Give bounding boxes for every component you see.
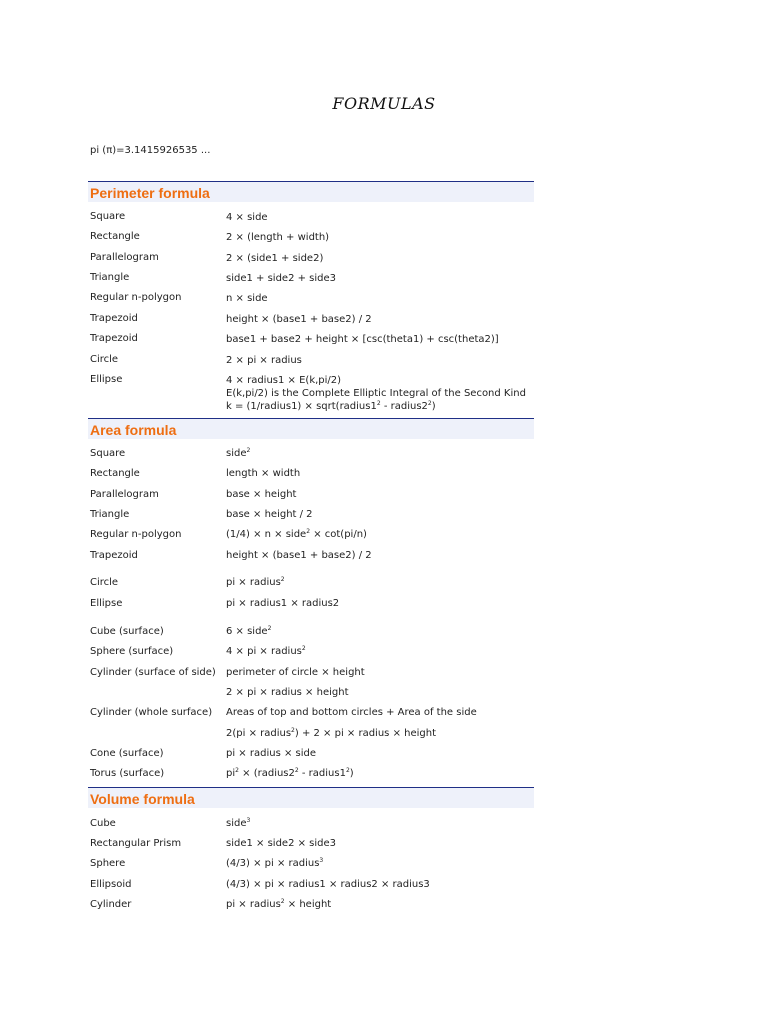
volume-section bbox=[88, 787, 534, 808]
area-section bbox=[88, 418, 534, 439]
shape-name: Ellipse bbox=[90, 374, 123, 385]
shape-name: Circle bbox=[90, 354, 119, 365]
volume-heading: Volume formula bbox=[88, 787, 534, 808]
formula: 4 × pi × radius$^2$ bbox=[226, 645, 306, 657]
formula: (1/4) × n × side$^2$ × cot(pi/n) bbox=[226, 528, 367, 540]
perimeter-heading: Perimeter formula bbox=[88, 181, 534, 202]
formula: 4 × radius1 × E(k,pi/2) bbox=[226, 375, 342, 386]
formula: (4/3) × pi × radius$^3$ bbox=[226, 857, 324, 869]
formula-note: E(k,pi/2) is the Complete Elliptic Integral of the Second Kind bbox=[226, 388, 526, 399]
shape-name: Square bbox=[90, 448, 126, 459]
shape-name: Rectangular Prism bbox=[90, 838, 182, 849]
formula: 2 × (side1 + side2) bbox=[226, 253, 324, 264]
shape-name: Ellipsoid bbox=[90, 879, 132, 890]
area-heading: Area formula bbox=[88, 418, 534, 439]
formula: (4/3) × pi × radius1 × radius2 × radius3 bbox=[226, 879, 430, 890]
shape-name: Triangle bbox=[90, 509, 130, 520]
shape-name: Regular n-polygon bbox=[90, 292, 182, 303]
formula: length × width bbox=[226, 468, 301, 479]
shape-name: Torus (surface) bbox=[90, 768, 165, 779]
formula: pi × radius$^2$ × height bbox=[226, 898, 332, 910]
shape-name: Sphere bbox=[90, 858, 126, 869]
shape-name: Regular n-polygon bbox=[90, 529, 182, 540]
shape-name: Cube bbox=[90, 818, 116, 829]
shape-name: Cylinder (surface of side) bbox=[90, 667, 216, 678]
shape-name: Cylinder (whole surface) bbox=[90, 707, 213, 718]
formula: base × height bbox=[226, 489, 297, 500]
formula: base × height / 2 bbox=[226, 509, 313, 520]
ellipse-formula bbox=[226, 374, 526, 413]
formula: 2 × (length + width) bbox=[226, 232, 330, 243]
formula: side1 + side2 + side3 bbox=[226, 273, 337, 284]
shape-name: Trapezoid bbox=[90, 313, 138, 324]
shape-name: Parallelogram bbox=[90, 489, 159, 500]
formula: perimeter of circle × height bbox=[226, 667, 365, 678]
shape-name: Ellipse bbox=[90, 598, 123, 609]
shape-name: Rectangle bbox=[90, 231, 140, 242]
shape-name: Square bbox=[90, 211, 126, 222]
shape-name: Cylinder bbox=[90, 899, 132, 910]
formula: 2 × pi × radius bbox=[226, 355, 302, 366]
shape-name: Sphere (surface) bbox=[90, 646, 174, 657]
formula: height × (base1 + base2) / 2 bbox=[226, 550, 372, 561]
formula: pi × radius1 × radius2 bbox=[226, 598, 340, 609]
shape-name: Rectangle bbox=[90, 468, 140, 479]
formula: side$^2$ bbox=[226, 447, 251, 459]
formula: height × (base1 + base2) / 2 bbox=[226, 314, 372, 325]
shape-name: Triangle bbox=[90, 272, 130, 283]
formula: base1 + base2 + height × [csc(theta1) + csc(theta2)] bbox=[226, 334, 499, 345]
formula: pi × radius$^2$ bbox=[226, 576, 285, 588]
formula: 4 × side bbox=[226, 212, 268, 223]
page-title: FORMULAS bbox=[332, 94, 436, 113]
formula-note: k = (1/radius1) × $sqrt(radius1^2$ - $radius2^2$) bbox=[226, 400, 436, 412]
pi-value: pi (π)=3.1415926535 ... bbox=[90, 145, 211, 156]
formula: 2 × pi × radius × height bbox=[226, 687, 349, 698]
formula: pi × radius × side bbox=[226, 748, 316, 759]
shape-name: Cube (surface) bbox=[90, 626, 164, 637]
perimeter-section bbox=[88, 181, 534, 412]
formula: 6 × side$^2$ bbox=[226, 625, 272, 637]
shape-name: Trapezoid bbox=[90, 550, 138, 561]
formula: side$^3$ bbox=[226, 817, 251, 829]
shape-name: Parallelogram bbox=[90, 252, 159, 263]
formula: n × side bbox=[226, 293, 268, 304]
shape-name: Trapezoid bbox=[90, 333, 138, 344]
formula: $pi^2$ × ($radius2^2$ - $radius1^2$) bbox=[226, 767, 354, 779]
formula: Areas of top and bottom circles + Area of the side bbox=[226, 707, 477, 718]
formula: side1 × side2 × side3 bbox=[226, 838, 337, 849]
shape-name: Cone (surface) bbox=[90, 748, 164, 759]
shape-name: Circle bbox=[90, 577, 119, 588]
formula: 2(pi × radius$^2$) + 2 × pi × radius × height bbox=[226, 727, 436, 739]
